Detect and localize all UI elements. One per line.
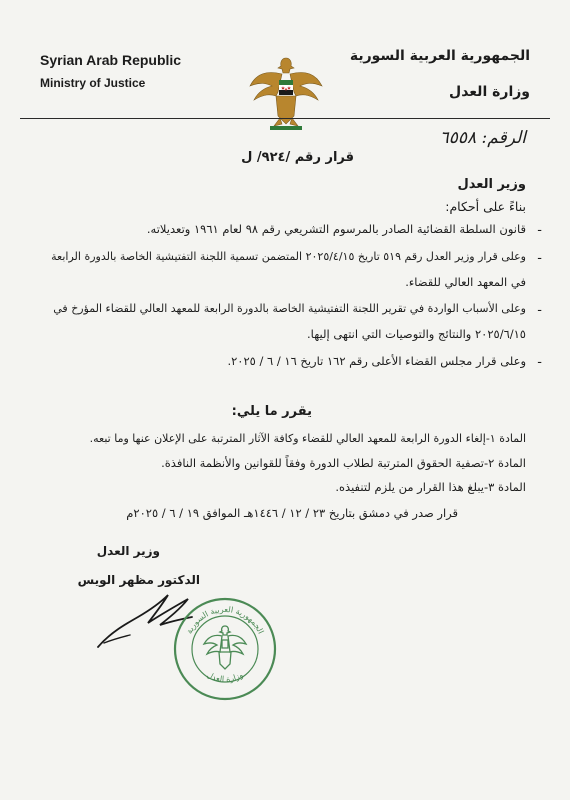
issuer-title: وزير العدل — [457, 177, 526, 192]
clause-4: وعلى قرار مجلس القضاء الأعلى رقم ١٦٢ تاريخ ١٦ / ٦ / ٢٠٢٥. — [227, 354, 526, 368]
clause-bullet: - — [537, 303, 542, 318]
handwritten-reference-number: الرقم: ٦٥٥٨ — [439, 128, 526, 148]
clause-3-line-2: ٢٠٢٥/٦/١٥ والنتائج والتوصيات التي انتهى إليها. — [307, 327, 526, 341]
letterhead-ministry-ar: وزارة العدل — [449, 84, 530, 100]
signatory-name: الدكتور مظهر الويس — [77, 573, 200, 587]
header-divider — [20, 118, 550, 119]
seal-bottom-text: وزارة العدل — [205, 670, 245, 684]
letterhead-ministry-en: Ministry of Justice — [40, 76, 146, 90]
clause-bullet: - — [537, 251, 542, 266]
preamble: بناءً على أحكام: — [445, 199, 526, 214]
clause-1: قانون السلطة القضائية الصادر بالمرسوم التشريعي رقم ٩٨ لعام ١٩٦١ وتعديلاته. — [146, 222, 526, 236]
issue-date-line: قرار صدر في دمشق بتاريخ ٢٣ / ١٢ / ١٤٤٦هـ الموافق ١٩ / ٦ / ٢٠٢٥م — [126, 506, 458, 520]
article-3: المادة ٣-يبلغ هذا القرار من يلزم لتنفيذه. — [335, 480, 526, 494]
letterhead-country-ar: الجمهورية العربية السورية — [349, 48, 530, 64]
letterhead-country-en: Syrian Arab Republic — [40, 52, 182, 68]
clause-2-line-1: وعلى قرار وزير العدل رقم ٥١٩ تاريخ ٢٠٢٥/٤/١٥ المتضمن تسمية اللجنة التفتيشية الخاصة بالدورة الرابعة — [51, 250, 526, 263]
clause-bullet: - — [537, 223, 542, 238]
svg-text:وزارة العدل — [205, 670, 244, 684]
decision-number: قرار رقم /٩٢٤/ ل — [241, 150, 354, 165]
seal-top-text: الجمهورية العربية السورية — [184, 604, 266, 636]
syrian-eagle-emblem-icon — [246, 52, 326, 132]
article-1: المادة ١-إلغاء الدورة الرابعة للمعهد العالي للقضاء وكافة الآثار المترتبة على الإعلان عنها وما تبعه. — [89, 432, 526, 445]
clause-2-line-2: في المعهد العالي للقضاء. — [405, 275, 526, 289]
ministry-seal-stamp — [170, 594, 280, 704]
signatory-title: وزير العدل — [96, 544, 160, 558]
article-2: المادة ٢-تصفية الحقوق المترتبة لطلاب الدورة وفقاً للقوانين والأنظمة النافذة. — [161, 456, 526, 470]
decides-heading: يقرر ما يلي: — [231, 404, 312, 419]
seal-eagle-icon — [204, 626, 246, 669]
clause-3-line-1: وعلى الأسباب الواردة في تقرير اللجنة التفتيشية الخاصة بالدورة الرابعة للمعهد العالي للقضاء المؤرخ في — [53, 302, 526, 315]
clause-bullet: - — [537, 355, 542, 370]
svg-text:الجمهورية العربية السورية — [185, 605, 266, 635]
